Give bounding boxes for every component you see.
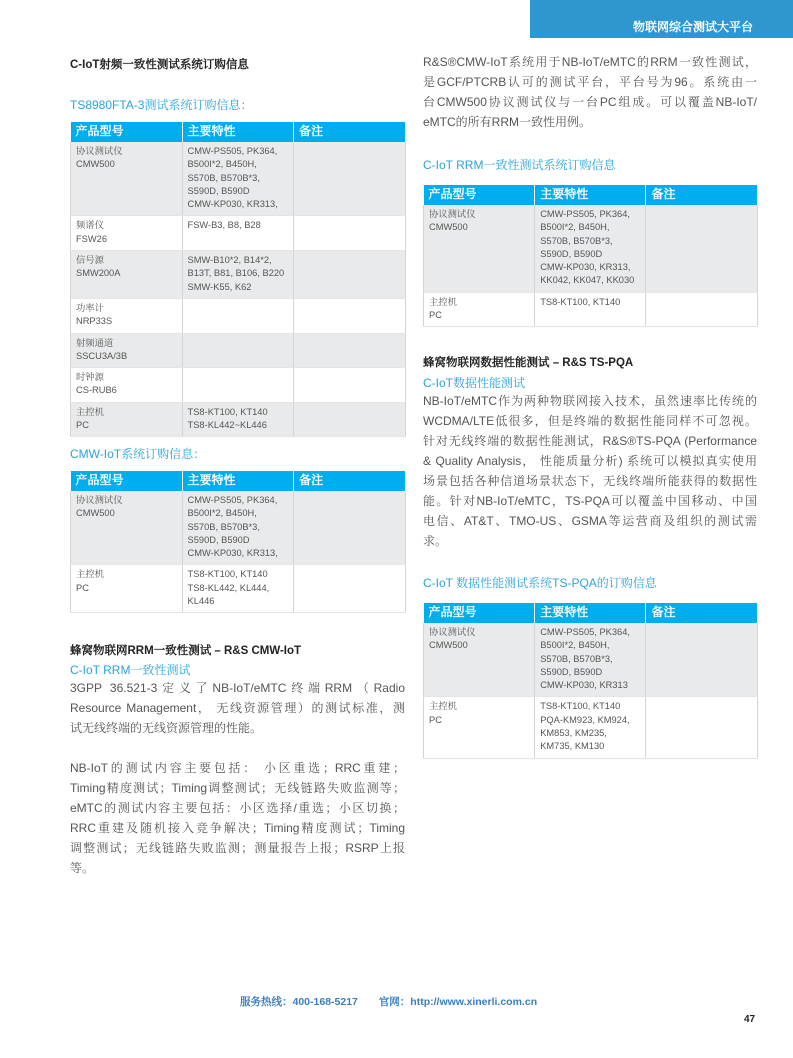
paragraph-line: 场景包括各种信道场景状态下，无线终端所能获得的数据性 — [423, 474, 757, 488]
paragraph-line: NB-IoT/eMTC作为两种物联网接入技术，虽然速率比传统的 — [423, 394, 757, 408]
cell-product: 时钟源 CS-RUB6 — [71, 368, 183, 403]
paragraph-line: 3GPP 36.521-3定义了NB-IoT/eMTC终端RRM（Radio — [70, 681, 405, 695]
paragraph-line: 是GCF/PTCRB认可的测试平台，平台号为96。系统由一 — [423, 75, 757, 89]
paragraph-line: RRC重建及随机接入竞争解决；Timing精度测试；Timing — [70, 821, 405, 835]
column-header: 主要特性 — [535, 603, 646, 623]
section-subtitle: C-IoT数据性能测试 — [423, 376, 526, 390]
column-header: 备注 — [294, 122, 406, 142]
order-table — [423, 603, 758, 759]
cell-features: CMW-PS505, PK364, B500I*2, B450H, S570B, B570B*3, S590D, B590D CMW-KP030, KR313, — [182, 491, 294, 565]
cell-note — [646, 205, 758, 292]
cell-note — [294, 142, 406, 216]
cell-features: TS8-KT100, KT140 TS8-KL442, KL444, KL446 — [182, 565, 294, 613]
cell-features: CMW-PS505, PK364, B500I*2, B450H, S570B, B570B*3, S590D, B590D CMW-KP030, KR313, KK042, KK047, KK030 — [535, 205, 646, 292]
service-hotline: 服务热线：400-168-5217 — [240, 996, 358, 1008]
cell-note — [646, 292, 758, 327]
table-row — [71, 333, 406, 368]
cell-product: 主控机 PC — [71, 565, 183, 613]
cell-note — [294, 298, 406, 333]
cell-product: 主控机 PC — [71, 402, 183, 437]
section-title: 蜂窝物联网数据性能测试 – R&S TS-PQA — [423, 357, 634, 369]
cell-product: 协议测试仪 CMW500 — [424, 623, 535, 697]
cell-product: 主控机 PC — [424, 697, 535, 758]
cell-features: TS8-KT100, KT140 TS8-KL442~KL446 — [182, 402, 294, 437]
cell-product: 功率计 NRP33S — [71, 298, 183, 333]
cell-features — [182, 298, 294, 333]
column-header: 备注 — [294, 471, 406, 491]
table-caption: C-IoT RRM一致性测试系统订购信息 — [423, 158, 616, 172]
paragraph-line: 试无线终端的无线资源管理的性能。 — [70, 721, 263, 735]
cell-note — [294, 402, 406, 437]
paragraph-line: R&S®CMW-IoT系统用于NB-IoT/eMTC的RRM一致性测试， — [423, 55, 757, 69]
cell-features: FSW-B3, B8, B28 — [182, 216, 294, 251]
table-caption: C-IoT 数据性能测试系统TS-PQA的订购信息 — [423, 576, 657, 590]
column-header: 主要特性 — [535, 185, 646, 205]
cell-note — [294, 491, 406, 565]
table-row — [71, 142, 406, 216]
paragraph-line: & Quality Analysis， 性能质量分析) 系统可以模拟真实使用 — [423, 454, 757, 468]
table-row — [71, 251, 406, 299]
cell-features: TS8-KT100, KT140 PQA-KM923, KM924, KM853, KM235, KM735, KM130 — [535, 697, 646, 758]
cell-product: 协议测试仪 CMW500 — [71, 142, 183, 216]
table-row — [424, 623, 758, 697]
cell-features: CMW-PS505, PK364, B500I*2, B450H, S570B, B570B*3, S590D, B590D CMW-KP030, KR313 — [535, 623, 646, 697]
column-header: 产品型号 — [424, 603, 535, 623]
table-row — [424, 292, 758, 327]
table-row — [71, 216, 406, 251]
column-header: 备注 — [646, 603, 758, 623]
cell-product: 射频通道 SSCU3A/3B — [71, 333, 183, 368]
paragraph — [70, 758, 405, 878]
website-link[interactable]: 官网：http://www.xinerli.com.cn — [378, 996, 538, 1008]
paragraph-line: 求。 — [423, 534, 448, 548]
column-header: 产品型号 — [424, 185, 535, 205]
table-row — [71, 491, 406, 565]
header-bar — [530, 0, 793, 38]
table-caption: CMW-IoT系统订购信息： — [70, 447, 206, 461]
cell-features: TS8-KT100, KT140 — [535, 292, 646, 327]
cell-features — [182, 333, 294, 368]
order-table — [70, 122, 406, 437]
cell-note — [294, 565, 406, 613]
footer — [240, 994, 537, 1009]
column-header: 产品型号 — [71, 122, 183, 142]
table-row — [71, 565, 406, 613]
section-subtitle: C-IoT RRM一致性测试 — [70, 663, 191, 677]
paragraph-line: 能。针对NB-IoT/eMTC，TS-PQA可以覆盖中国移动、中国 — [423, 494, 757, 508]
table-row — [424, 697, 758, 758]
header-title: 物联网综合测试大平台 — [632, 20, 753, 34]
paragraph — [423, 52, 757, 132]
table-row — [424, 205, 758, 292]
paragraph-line: 台CMW500协议测试仪与一台PC组成。可以覆盖NB-IoT/ — [423, 95, 757, 109]
cell-features: CMW-PS505, PK364, B500I*2, B450H, S570B, B570B*3, S590D, B590D CMW-KP030, KR313, — [182, 142, 294, 216]
table-header-row — [71, 122, 406, 142]
paragraph-line: Timing精度测试；Timing调整测试；无线链路失败监测等； — [70, 781, 405, 795]
paragraph-line: eMTC的所有RRM一致性用例。 — [423, 115, 591, 129]
column-header: 主要特性 — [182, 471, 294, 491]
table-row — [71, 298, 406, 333]
paragraph — [423, 391, 757, 551]
cell-note — [646, 697, 758, 758]
cell-note — [294, 216, 406, 251]
column-header: 备注 — [646, 185, 758, 205]
column-header: 主要特性 — [182, 122, 294, 142]
order-table — [423, 185, 758, 327]
cell-features: SMW-B10*2, B14*2, B13T, B81, B106, B220 SMW-K55, K62 — [182, 251, 294, 299]
cell-product: 协议测试仪 CMW500 — [424, 205, 535, 292]
cell-note — [294, 368, 406, 403]
table-header-row — [424, 185, 758, 205]
paragraph-line: Resource Management， 无线资源管理）的测试标准，测 — [70, 701, 405, 715]
order-table — [70, 471, 406, 613]
cell-features — [182, 368, 294, 403]
paragraph-line: eMTC的测试内容主要包括：小区选择/重选；小区切换； — [70, 801, 405, 815]
paragraph-line: 等。 — [70, 861, 95, 875]
page-number: 47 — [744, 1014, 756, 1025]
paragraph-line: WCDMA/LTE低很多，但是终端的数据性能同样不可忽视。 — [423, 414, 757, 428]
cell-product: 信号源 SMW200A — [71, 251, 183, 299]
column-header: 产品型号 — [71, 471, 183, 491]
cell-note — [294, 251, 406, 299]
paragraph-line: 电信、AT&T、TMO-US、GSMA等运营商及组织的测试需 — [423, 514, 757, 528]
paragraph-line: 调整测试；无线链路失败监测；测量报告上报；RSRP上报 — [70, 841, 405, 855]
table-header-row — [71, 471, 406, 491]
paragraph — [70, 678, 405, 738]
table-header-row — [424, 603, 758, 623]
section-title: C-IoT射频一致性测试系统订购信息 — [70, 59, 249, 71]
cell-product: 频谱仪 FSW26 — [71, 216, 183, 251]
section-title: 蜂窝物联网RRM一致性测试 – R&S CMW-IoT — [70, 645, 302, 657]
table-row — [71, 368, 406, 403]
table-row — [71, 402, 406, 437]
table-caption: TS8980FTA-3测试系统订购信息： — [70, 98, 253, 112]
cell-note — [294, 333, 406, 368]
paragraph-line: NB-IoT的测试内容主要包括： 小区重选；RRC重建； — [70, 761, 405, 775]
cell-product: 主控机 PC — [424, 292, 535, 327]
cell-note — [646, 623, 758, 697]
cell-product: 协议测试仪 CMW500 — [71, 491, 183, 565]
paragraph-line: 针对无线终端的数据性能测试，R&S®TS-PQA (Performance — [423, 434, 757, 448]
